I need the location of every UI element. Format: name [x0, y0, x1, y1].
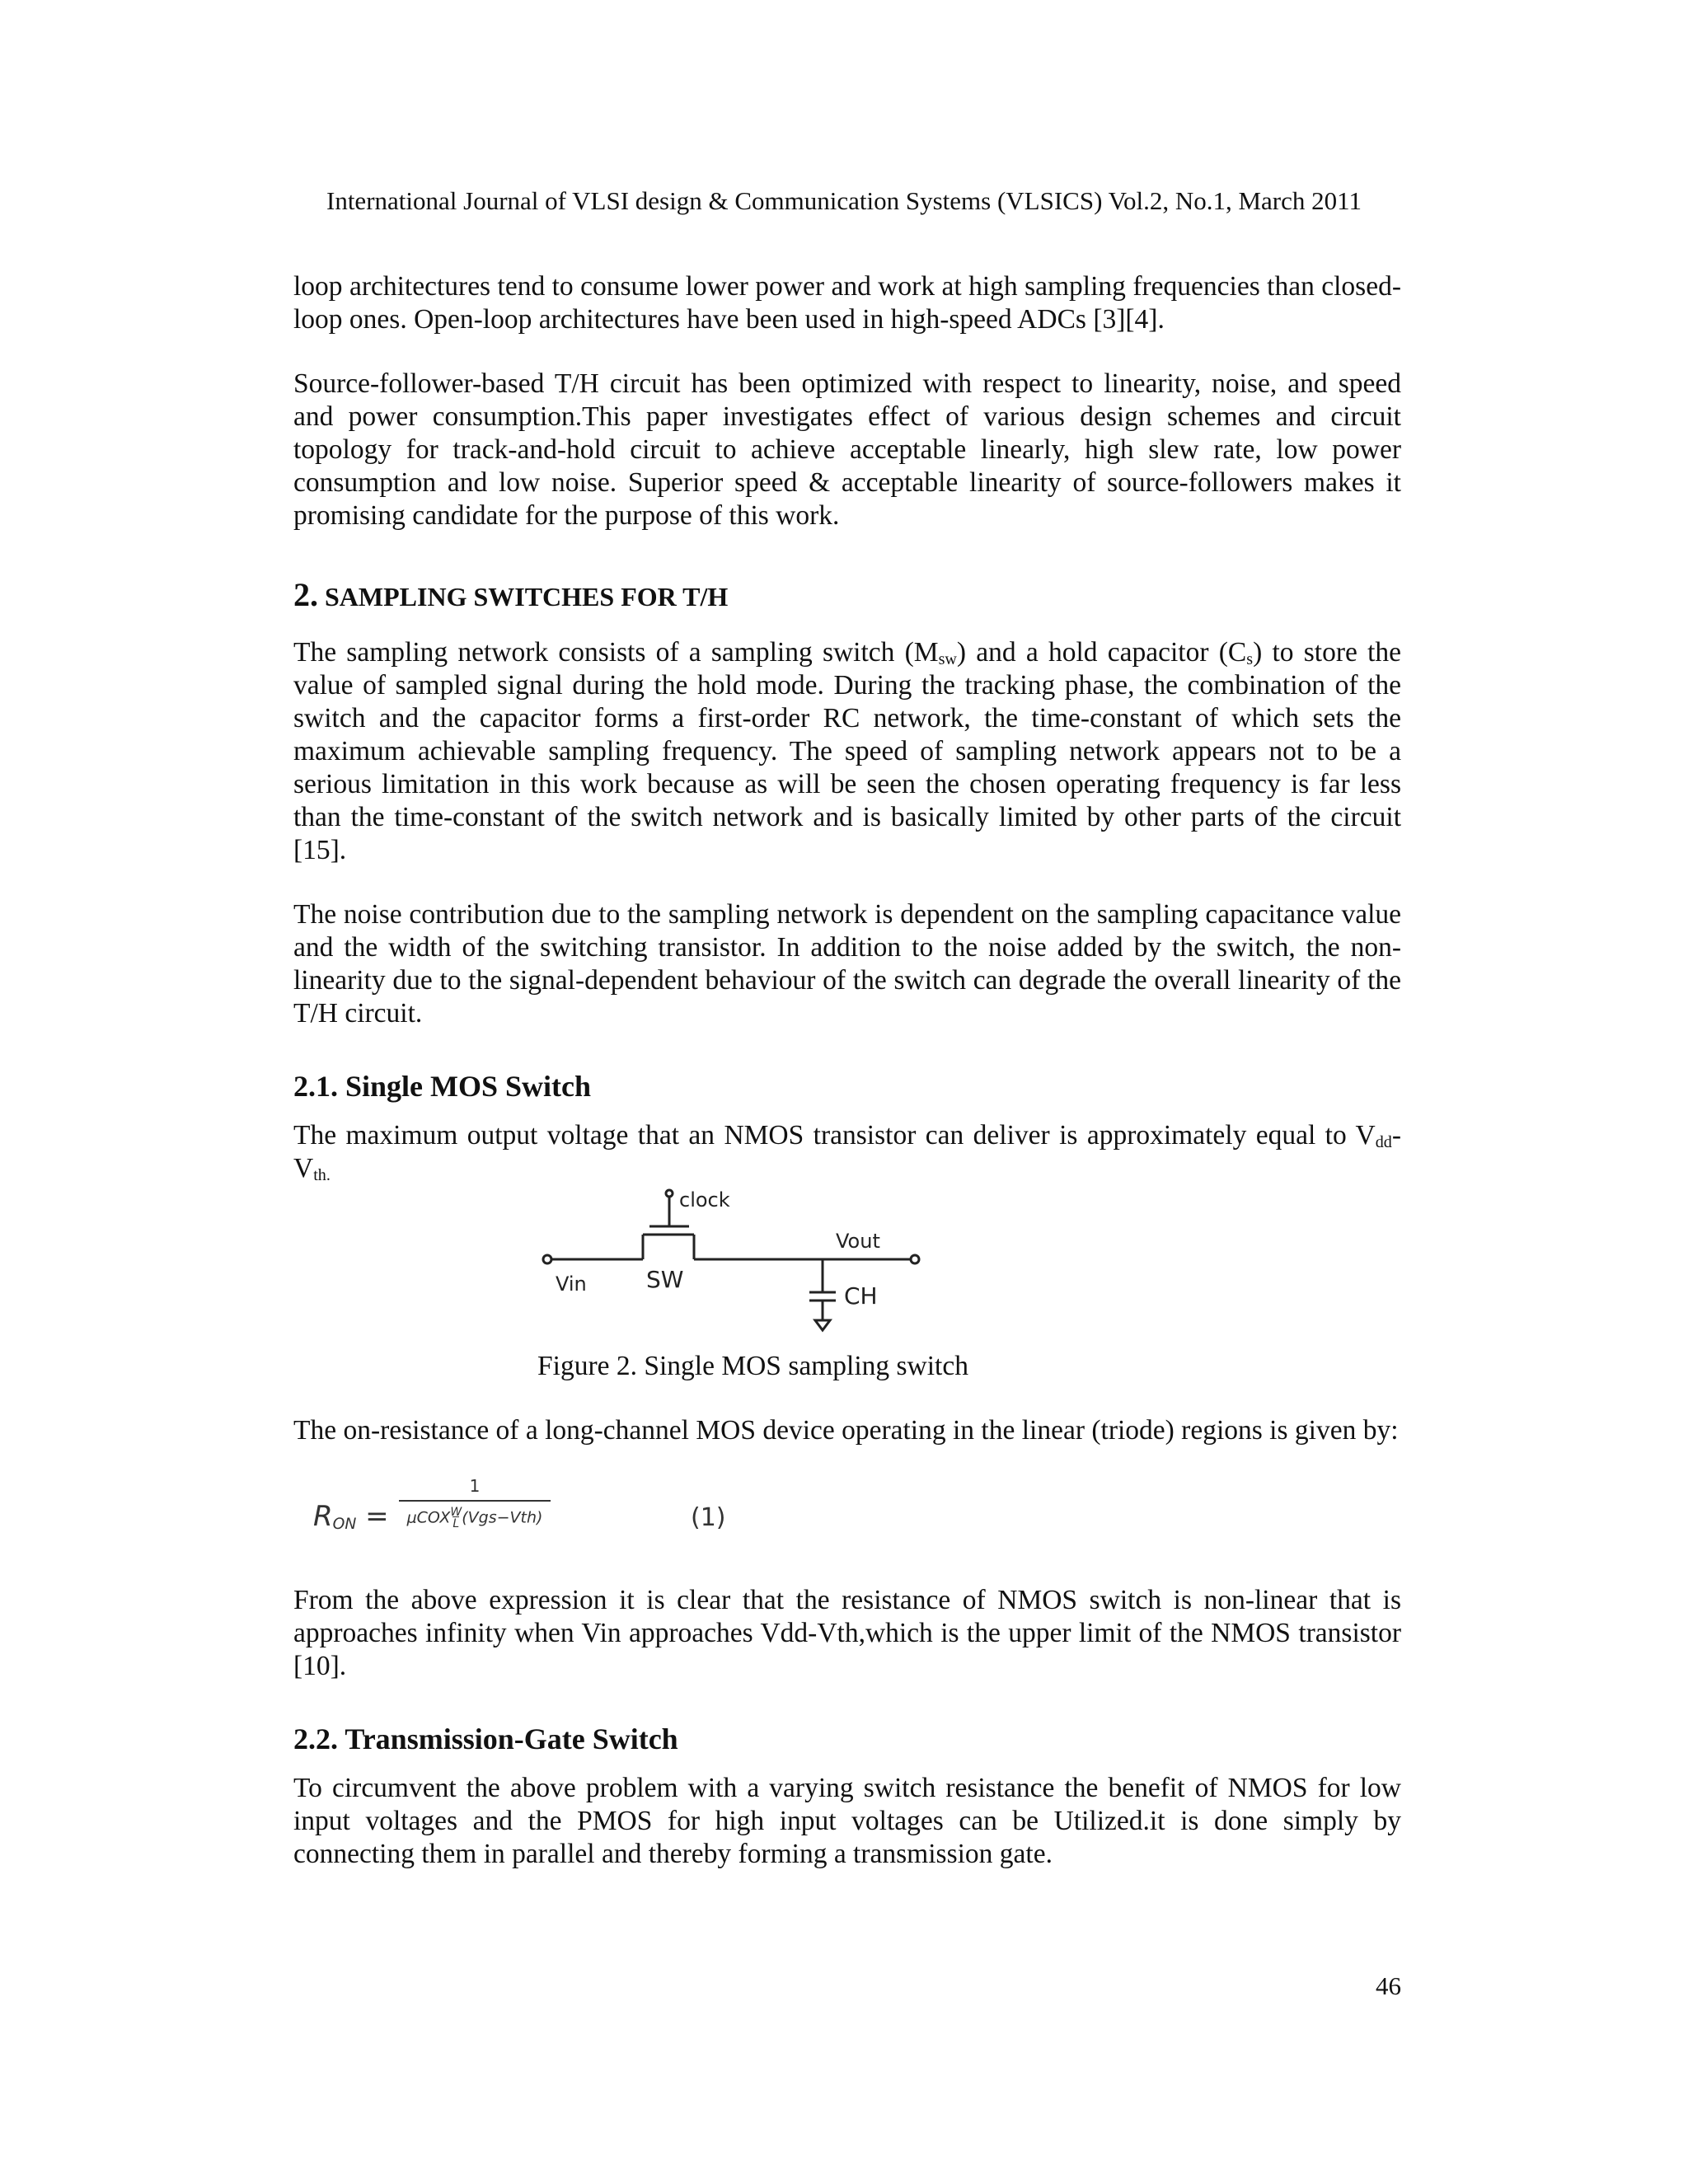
equation-ron: [293, 1470, 1401, 1569]
running-header: International Journal of VLSI design & Communication Systems (VLSICS) Vol.2, No.1, March 2011: [326, 186, 1362, 215]
label-clock: clock: [679, 1188, 730, 1212]
main-content: [293, 270, 1401, 1871]
paragraph-sampling-network: The sampling network consists of a sampling switch $(M_{sw})$ and a hold capacitor $(C_s)$ to store the value of sampled signal during the hold mode. During the tracking phase, the combination of the switch and the capacitor forms a first-order RC network, the time-constant of which sets the maximum achievable sampling frequency. The speed of sampling network appears not to be a serious limitation in this work because as will be seen the chosen operating frequency is far less than the time-constant of the switch network and is basically limited by other parts of the circuit [15].: [293, 637, 1401, 865]
paragraph-on-resistance: The on-resistance of a long-channel MOS device operating in the linear (triode) regions is given by:: [293, 1415, 1399, 1446]
paragraph-open-loop: loop architectures tend to consume lower power and work at high sampling frequencies than closed-loop ones. Open-loop architectures have been used in high-speed ADCs [3][4].: [293, 271, 1401, 335]
figure-single-mos-switch: [293, 1188, 1401, 1345]
paragraph-source-follower: Source-follower-based T/H circuit has been optimized with respect to linearity, noise, and speed and power consumption.This paper investigates effect of various design schemes and circuit topology for track-and-hold circuit to achieve acceptable linearly, high slew rate, low power consumption and low noise. Superior speed & acceptable linearity of source-followers makes it promising candidate for the purpose of this work.: [293, 368, 1401, 531]
equation-numerator: 1: [469, 1476, 481, 1496]
section-heading-sampling-switches: [293, 577, 1401, 615]
label-vout: Vout: [836, 1230, 880, 1253]
equation-denominator: $\mu COX\frac{W}{L}(Vgs-Vth)$: [406, 1506, 543, 1530]
paragraph-max-output-voltage: The maximum output voltage that an NMOS transistor can deliver is approximately equal to $V_{dd}-V_{th.}$: [293, 1120, 1401, 1184]
subsection-heading-transmission-gate: 2.2. Transmission-Gate Switch: [293, 1722, 678, 1755]
switch-schematic: [541, 1188, 936, 1345]
label-vin: Vin: [556, 1272, 587, 1296]
paragraph-transmission-gate: To circumvent the above problem with a varying switch resistance the benefit of NMOS for low input voltages and the PMOS for high input voltages can be Utilized.it is done simply by connecting them in parallel and thereby forming a transmission gate.: [293, 1773, 1401, 1869]
section-title: SAMPLING SWITCHES FOR T/H: [325, 582, 729, 612]
page-number: 46: [1376, 1971, 1401, 2000]
figure-caption: Figure 2. Single MOS sampling switch: [537, 1351, 968, 1381]
equation-number: (1): [691, 1503, 726, 1532]
equation-fraction: [399, 1475, 551, 1530]
equation-lhs: $R_{ON}$ =: [313, 1500, 389, 1533]
paragraph-noise-contribution: The noise contribution due to the sampling network is dependent on the sampling capacitance value and the width of the switching transistor. In addition to the noise added by the switch, the non-linearity due to the signal-dependent behaviour of the switch can degrade the overall linearity of the T/H circuit.: [293, 899, 1401, 1029]
paragraph-nonlinear-resistance: From the above expression it is clear that the resistance of NMOS switch is non-linear that is approaches infinity when Vin approaches Vdd-Vth,which is the upper limit of the NMOS transistor [10].: [293, 1585, 1401, 1681]
section-number: 2.: [293, 576, 318, 613]
label-ch: CH: [844, 1282, 878, 1310]
label-sw: SW: [646, 1266, 684, 1293]
subsection-heading-single-mos: 2.1. Single MOS Switch: [293, 1070, 592, 1103]
